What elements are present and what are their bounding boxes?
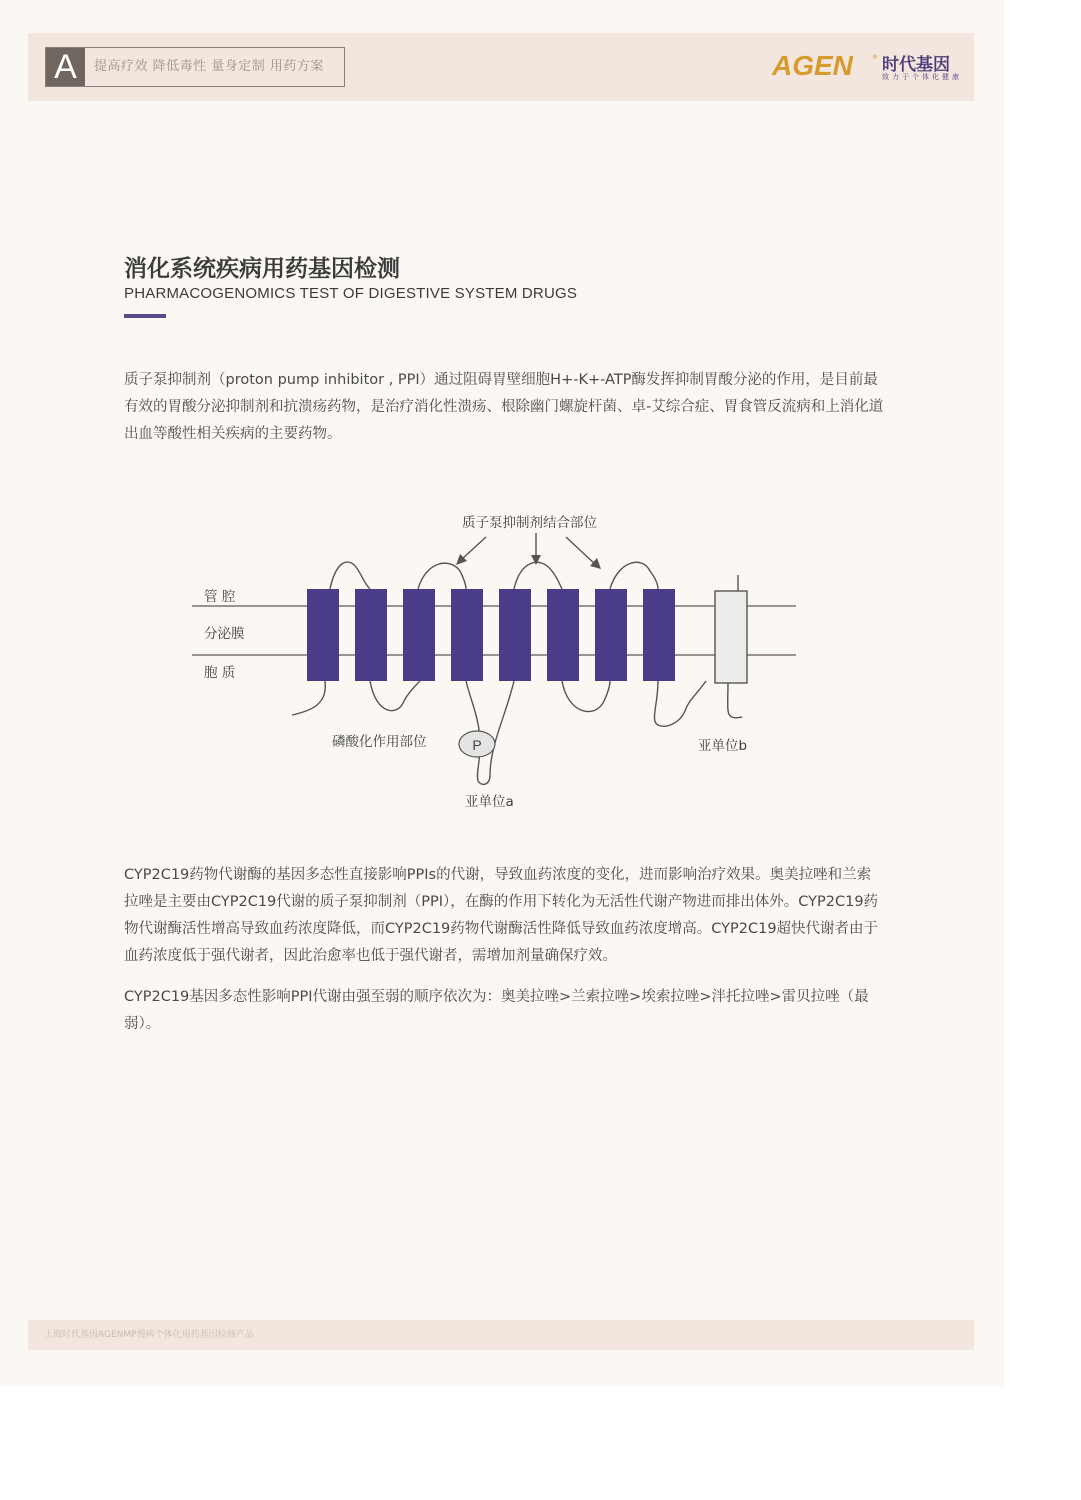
- subunit-b-helix: [715, 591, 747, 683]
- agen-logo: [772, 52, 962, 84]
- cytoplasm-label: 胞 质: [204, 665, 236, 681]
- slogan: 提高疗效 降低毒性 量身定制 用药方案: [94, 59, 324, 74]
- helix-3: [403, 589, 435, 681]
- binding-arrows: [462, 533, 596, 565]
- helix-4: [451, 589, 483, 681]
- membrane-label: 分泌膜: [204, 626, 245, 642]
- proton-pump-diagram: [180, 505, 820, 815]
- loop-top-3: [514, 562, 562, 589]
- loop-bottom-1: [370, 681, 420, 711]
- subunit-b-label: 亚单位b: [698, 738, 748, 754]
- helix-8: [643, 589, 675, 681]
- section-letter: A: [46, 48, 85, 86]
- helix-1: [307, 589, 339, 681]
- arrow-heads: [456, 554, 601, 569]
- proton-pump-svg: [180, 505, 820, 815]
- page-subtitle: PHARMACOGENOMICS TEST OF DIGESTIVE SYSTEM DRUGS: [124, 285, 578, 302]
- p-marker-label: P: [472, 737, 482, 753]
- transmembrane-helices: [307, 589, 675, 681]
- lumen-label: 管 腔: [204, 589, 236, 605]
- loop-bottom-4: [654, 681, 706, 726]
- footer-text: 上海时代基因AGENMP慢病个体化用药基因检测产品: [44, 1330, 254, 1340]
- helix-5: [499, 589, 531, 681]
- logo-tagline: 致力于个体化健康: [882, 73, 962, 81]
- cyp2c19-paragraph: CYP2C19药物代谢酶的基因多态性直接影响PPIs的代谢，导致血药浓度的变化，进而影响治疗效果。奥美拉唑和兰索拉唑是主要由CYP2C19代谢的质子泵抑制剂（PPI），在酶的作用下转化为无活性代谢产物进而排出体外。CYP2C19药物代谢酶活性增高导致血药浓度降低，而CYP2C19药物代谢酶活性降低导致血药浓度增高。CYP2C19超快代谢者由于血药浓度低于强代谢者，因此治愈率也低于强代谢者，需增加剂量确保疗效。: [124, 867, 879, 964]
- binding-site-label: 质子泵抑制剂结合部位: [462, 515, 597, 531]
- subunit-b-bottom-tail: [728, 681, 742, 718]
- loop-top-2: [418, 563, 466, 589]
- logo-chinese-name: 时代基因: [882, 55, 950, 75]
- loop-top-1: [330, 562, 370, 589]
- scan-margin: [1004, 0, 1081, 1500]
- subunit-a-label: 亚单位a: [465, 794, 514, 810]
- intro-paragraph: 质子泵抑制剂（proton pump inhibitor , PPI）通过阻碍胃壁细胞H+-K+-ATP酶发挥抑制胃酸分泌的作用，是目前最有效的胃酸分泌抑制剂和抗溃疡药物，是治疗消化性溃疡、根除幽门螺旋杆菌、卓-艾综合症、胃食管反流病和上消化道出血等酸性相关疾病的主要药物。: [124, 372, 884, 442]
- n-terminus: [292, 681, 325, 715]
- helix-7: [595, 589, 627, 681]
- phosphorylation-site-label: 磷酸化作用部位: [332, 734, 427, 750]
- ppi-order-paragraph: CYP2C19基因多态性影响PPI代谢由强至弱的顺序依次为：奥美拉唑>兰索拉唑>埃索拉唑>泮托拉唑>雷贝拉唑（最弱）。: [124, 989, 869, 1032]
- arrow-head-right: [590, 558, 601, 569]
- logo-registered-mark: ®: [872, 54, 878, 61]
- loop-bottom-3: [562, 681, 610, 712]
- title-underline: [124, 314, 166, 318]
- loop-top-4: [610, 562, 658, 589]
- page-title: 消化系统疾病用药基因检测: [124, 256, 400, 282]
- arrow-left: [462, 537, 486, 559]
- arrow-right: [566, 537, 596, 565]
- helix-2: [355, 589, 387, 681]
- logo-brand: AGEN: [772, 50, 853, 81]
- helix-6: [547, 589, 579, 681]
- section-badge: [45, 47, 345, 87]
